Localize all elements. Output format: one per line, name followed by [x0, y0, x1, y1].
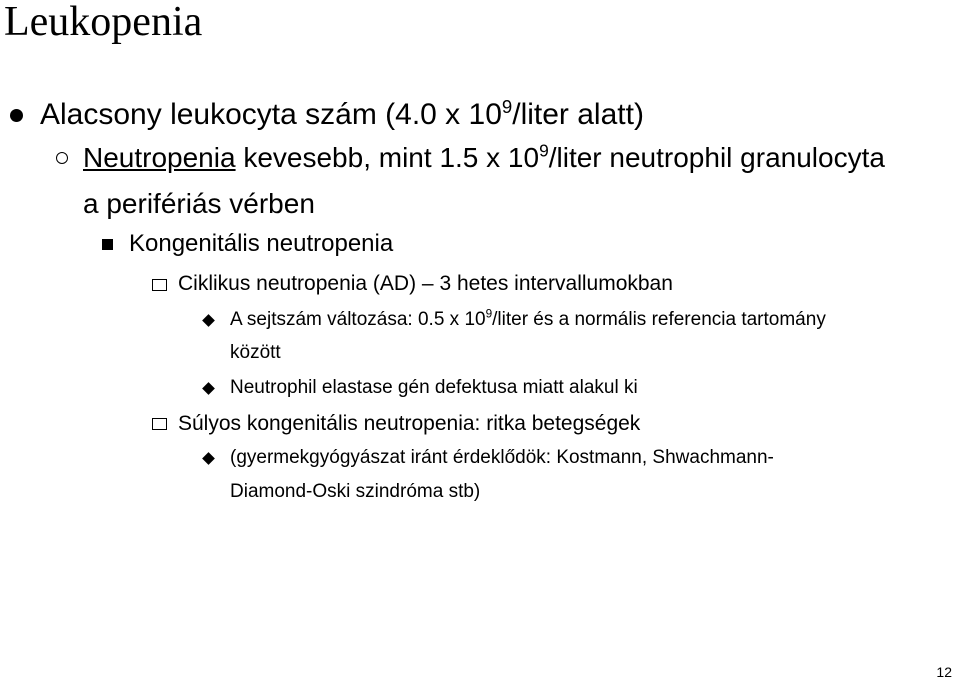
- bullet-cell-count-change: [230, 306, 826, 334]
- bullet-text: Alacsony leukocyta szám (4.0 x 10: [40, 98, 502, 131]
- diamond-bullet-icon: [202, 314, 215, 327]
- bullet-syndromes-line2: Diamond-Oski szindróma stb): [230, 481, 481, 502]
- diamond-bullet-icon: [202, 452, 215, 465]
- open-square-bullet-icon: [152, 418, 167, 430]
- bullet-text: /liter alatt): [512, 98, 644, 131]
- open-circle-bullet-icon: [56, 152, 68, 164]
- bullet-text: A sejtszám változása: 0.5 x 10: [230, 309, 486, 330]
- bullet-syndromes: (gyermekgyógyászat iránt érdeklődök: Kostmann, Shwachmann-: [230, 447, 774, 468]
- bullet-text: /liter neutrophil granulocyta: [548, 142, 885, 173]
- bullet-neutropenia-definition-line2: a perifériás vérben: [83, 188, 315, 219]
- open-square-bullet-icon: [152, 279, 167, 291]
- bullet-neutrophil-elastase: Neutrophil elastase gén defektusa miatt alakul ki: [230, 377, 638, 398]
- bullet-cell-count-change-line2: között: [230, 342, 281, 363]
- bullet-congenital-neutropenia: Kongenitális neutropenia: [129, 230, 394, 257]
- bullet-text: kevesebb, mint 1.5 x 10: [235, 142, 540, 173]
- exponent: 9: [539, 140, 549, 161]
- exponent: 9: [485, 307, 493, 321]
- bullet-cyclic-neutropenia: Ciklikus neutropenia (AD) – 3 hetes intervallumokban: [178, 272, 673, 295]
- slide-title: Leukopenia: [4, 0, 203, 45]
- bullet-low-leukocyte-count: [40, 95, 644, 135]
- bullet-text: /liter és a normális referencia tartomány: [492, 309, 826, 330]
- filled-square-bullet-icon: [102, 239, 113, 250]
- bullet-severe-congenital-neutropenia: Súlyos kongenitális neutropenia: ritka betegségek: [178, 412, 641, 435]
- filled-circle-bullet-icon: [10, 109, 23, 122]
- page-number: 12: [936, 664, 952, 680]
- exponent: 9: [501, 96, 513, 117]
- diamond-bullet-icon: [202, 382, 215, 395]
- bullet-neutropenia-definition: [83, 138, 885, 178]
- neutropenia-link[interactable]: Neutropenia: [83, 142, 236, 173]
